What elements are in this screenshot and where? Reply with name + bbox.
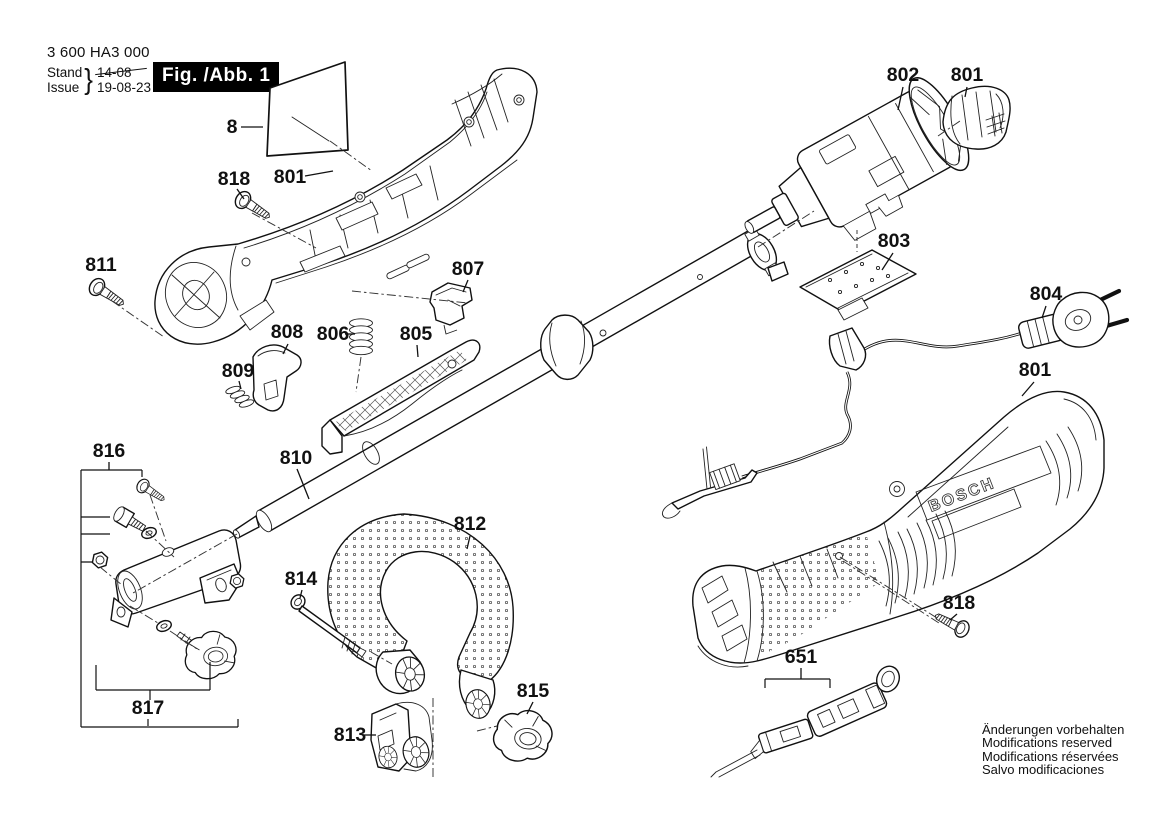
part-callout-814: 814	[284, 568, 318, 590]
modifications-notice-line: Änderungen vorbehalten	[982, 722, 1125, 737]
motor-end-cap	[943, 86, 1010, 149]
part-callout-809: 809	[221, 360, 255, 382]
housing-screw-top	[232, 189, 274, 225]
part-callout-812: 812	[453, 513, 487, 535]
wire-terminal-strip	[662, 447, 757, 518]
part-callout-805: 805	[399, 323, 433, 345]
strap-buckle	[806, 681, 888, 737]
small-spring	[225, 385, 255, 409]
part-callout-803: 803	[877, 230, 911, 252]
handle-leg-left	[376, 650, 427, 694]
part-callout-808: 808	[270, 321, 304, 343]
part-callout-802: 802	[886, 64, 920, 86]
modifications-notice	[982, 723, 1124, 777]
modifications-notice-line: Modifications reserved	[982, 735, 1113, 751]
part-callout-651: 651	[784, 646, 818, 668]
clamp-knob	[182, 629, 238, 681]
bosch-logo-roundel	[890, 482, 905, 497]
part-callout-810: 810	[279, 447, 313, 469]
stand-label: Stand	[47, 64, 83, 80]
clamp-bracket-assembly	[90, 477, 246, 681]
part-callout-815: 815	[516, 680, 550, 702]
mains-plug	[1053, 291, 1127, 347]
cable-grommet	[829, 328, 865, 370]
bosch-wordmark: BOSCH	[926, 474, 999, 516]
strap-clip-set	[711, 663, 903, 777]
modifications-notice-line: Salvo modificaciones	[982, 762, 1105, 778]
dowel-pins	[386, 253, 430, 280]
part-callout-801: 801	[1018, 359, 1052, 381]
modifications-notice-line: Modifications réservées	[982, 748, 1119, 764]
strap-clip	[746, 719, 814, 760]
issue-date: 19-08-23	[96, 79, 152, 95]
part-callout-811: 811	[85, 254, 117, 276]
loop-handle	[328, 514, 513, 721]
part-callout-807: 807	[451, 258, 485, 280]
trigger-spring	[350, 319, 373, 355]
housing-screw-left	[86, 276, 128, 312]
part-callout-804: 804	[1029, 283, 1063, 305]
label-sticker	[267, 62, 348, 156]
trigger-lever	[253, 345, 301, 411]
device-type-number: 3 600 HA3 000	[47, 44, 150, 61]
handle-clamp-lower	[371, 702, 432, 771]
handle-knob	[491, 706, 555, 765]
clamp-cylinder	[111, 530, 241, 627]
housing-half-right	[693, 391, 1104, 667]
part-callout-8: 8	[226, 116, 238, 138]
part-callout-818: 818	[942, 592, 976, 614]
superseded-date: 14-08	[97, 65, 151, 80]
part-callout-818: 818	[217, 168, 251, 190]
part-callout-817: 817	[131, 697, 165, 719]
part-callout-801: 801	[273, 166, 307, 188]
part-callout-801: 801	[950, 64, 984, 86]
figure-label: Fig. /Abb. 1	[153, 62, 279, 92]
switch-block	[430, 283, 472, 334]
part-callout-813: 813	[333, 724, 367, 746]
part-callout-806: 806	[316, 323, 350, 345]
issue-label: Issue	[47, 79, 80, 95]
circuit-board	[800, 250, 916, 320]
brace-glyph: }	[84, 62, 93, 96]
part-callout-816: 816	[92, 440, 126, 462]
